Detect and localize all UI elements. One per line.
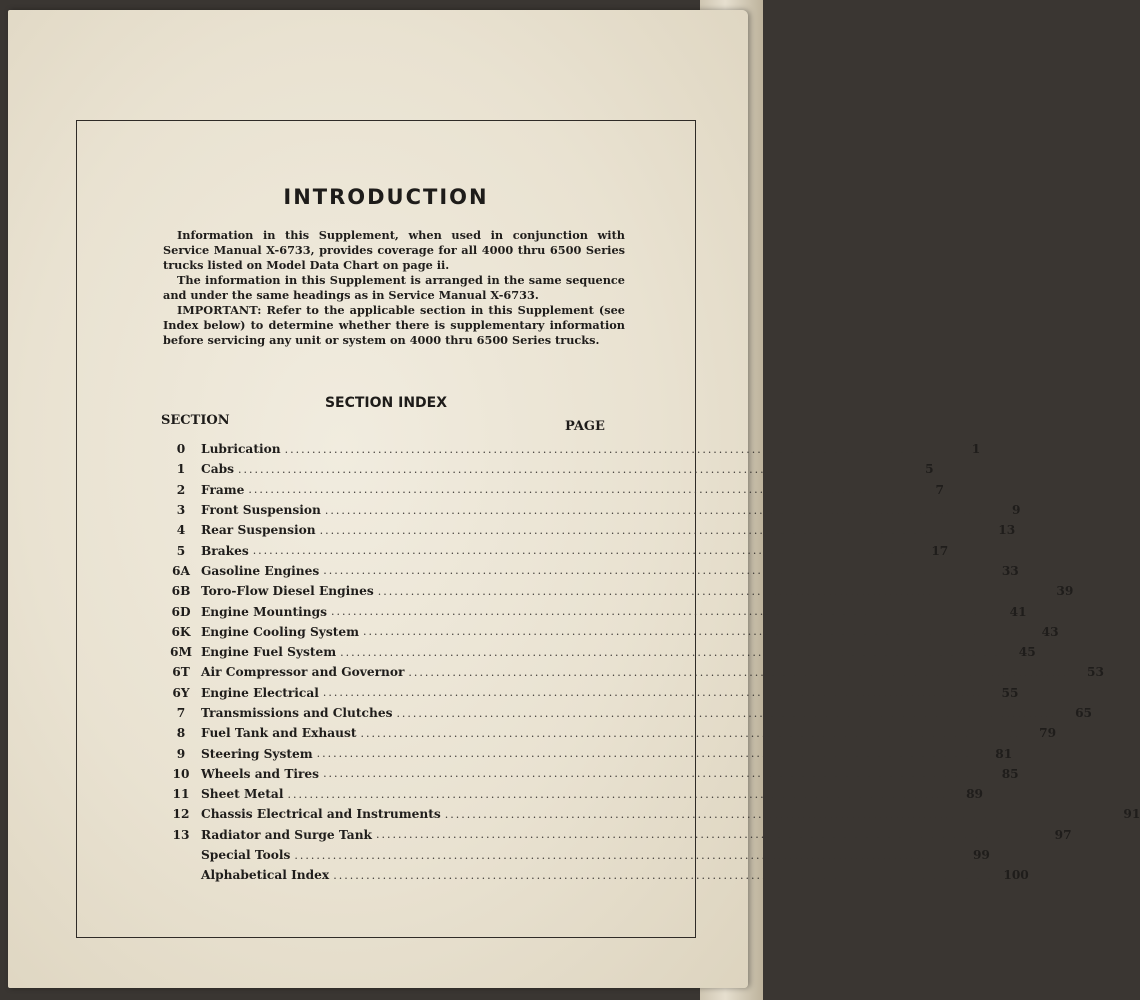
section-number: 7 bbox=[176, 706, 186, 720]
dot-leader: ........................................................................................................................ bbox=[248, 483, 908, 497]
section-name: Toro-Flow Diesel Engines bbox=[201, 584, 374, 599]
index-row bbox=[161, 581, 1074, 601]
section-name: Engine Electrical bbox=[201, 685, 319, 700]
section-page-number: 43 bbox=[1041, 624, 1059, 639]
section-name: Cabs bbox=[201, 462, 234, 477]
dot-leader: ........................................................................................................................ bbox=[237, 462, 898, 476]
index-row bbox=[161, 622, 1059, 642]
dot-leader: ........................................................................................................................ bbox=[408, 665, 1069, 679]
section-page-number: 97 bbox=[1054, 827, 1072, 842]
dot-leader: ........................................................................................................................ bbox=[363, 625, 1023, 639]
index-row bbox=[161, 459, 934, 479]
section-page-number: 17 bbox=[931, 543, 949, 558]
dot-leader: ........................................................................................................................ bbox=[333, 868, 993, 882]
section-name: Transmissions and Clutches bbox=[201, 706, 393, 720]
dot-leader: ........................................................................................................................ bbox=[340, 645, 1000, 659]
dot-leader: ........................................................................................................................ bbox=[376, 828, 1036, 842]
index-row bbox=[161, 540, 949, 560]
section-number: 6M bbox=[170, 645, 192, 660]
index-row bbox=[161, 703, 1093, 723]
section-name: Frame bbox=[201, 482, 245, 497]
index-row bbox=[161, 845, 990, 865]
dot-leader: ........................................................................................................................ bbox=[377, 584, 1038, 598]
dot-leader: ........................................................................................................................ bbox=[331, 605, 991, 619]
page-title: INTRODUCTION bbox=[283, 185, 489, 209]
section-page-number: 33 bbox=[1001, 563, 1019, 578]
page-column-header: PAGE bbox=[565, 419, 605, 434]
section-page-number: 55 bbox=[1001, 685, 1019, 700]
index-row bbox=[161, 480, 944, 500]
content-frame bbox=[76, 120, 1140, 938]
section-number: 1 bbox=[176, 462, 186, 477]
section-name: Brakes bbox=[201, 543, 249, 558]
intro-paragraph: Information in this Supplement, when used in conjunction with Service Manual X-6733, provides coverage for all 4000 thru 6500 Series trucks listed on Model Data Chart on page ii. bbox=[163, 228, 625, 272]
section-index-list bbox=[161, 439, 1140, 886]
index-row bbox=[161, 723, 1057, 743]
index-row bbox=[161, 520, 1016, 540]
section-name: Fuel Tank and Exhaust bbox=[201, 726, 357, 741]
index-row bbox=[161, 642, 1036, 662]
section-number: 0 bbox=[176, 442, 186, 457]
section-page-number: 39 bbox=[1056, 584, 1074, 599]
index-row bbox=[161, 601, 1027, 621]
section-page-number: 5 bbox=[925, 462, 934, 477]
section-page-number: 41 bbox=[1009, 604, 1027, 619]
section-number: 3 bbox=[176, 503, 186, 518]
section-name: Steering System bbox=[201, 746, 313, 761]
section-name: Chassis Electrical and Instruments bbox=[201, 807, 441, 822]
dot-leader: ........................................................................................................................ bbox=[396, 706, 1057, 720]
section-page-number: 1 bbox=[971, 442, 981, 457]
section-page-number: 99 bbox=[972, 848, 990, 863]
index-row bbox=[161, 500, 1021, 520]
section-name: Front Suspension bbox=[201, 503, 321, 518]
section-name: Air Compressor and Governor bbox=[201, 665, 405, 680]
index-row bbox=[161, 804, 1140, 824]
section-page-number: 9 bbox=[1011, 503, 1021, 518]
dot-leader: ........................................................................................................................ bbox=[252, 544, 913, 558]
section-number: 12 bbox=[172, 807, 190, 822]
section-name: Rear Suspension bbox=[201, 523, 316, 538]
index-row bbox=[161, 764, 1019, 784]
index-row bbox=[161, 865, 1029, 885]
section-column-header: SECTION bbox=[161, 413, 230, 428]
index-row bbox=[161, 683, 1019, 703]
section-number: 13 bbox=[172, 827, 190, 842]
dot-leader: ........................................................................................................................ bbox=[324, 503, 985, 517]
section-number: 10 bbox=[172, 766, 190, 781]
section-name: Alphabetical Index bbox=[201, 868, 330, 883]
index-row bbox=[161, 439, 981, 459]
section-number: 6D bbox=[171, 604, 191, 619]
section-number: 4 bbox=[176, 523, 186, 538]
dot-leader: ........................................................................................................................ bbox=[287, 787, 948, 801]
section-number: 6A bbox=[172, 563, 190, 578]
index-row bbox=[161, 825, 1072, 845]
section-page-number: 85 bbox=[1001, 766, 1019, 781]
intro-paragraph: IMPORTANT: Refer to the applicable section in this Supplement (see Index below) to determine whether there is supplementary information before servicing any unit or system on 4000 thru 6500 Series trucks. bbox=[163, 303, 625, 347]
dot-leader: ........................................................................................................................ bbox=[316, 747, 977, 761]
section-index-title: SECTION INDEX bbox=[324, 395, 448, 411]
section-number: 2 bbox=[176, 482, 186, 497]
section-number: 6T bbox=[172, 665, 190, 680]
section-name: Engine Mountings bbox=[201, 604, 328, 619]
section-number: 8 bbox=[176, 726, 186, 741]
section-page-number: 81 bbox=[995, 746, 1013, 761]
document-page bbox=[8, 10, 1140, 988]
index-row bbox=[161, 561, 1019, 581]
section-page-number: 79 bbox=[1039, 726, 1057, 741]
section-name: Special Tools bbox=[201, 848, 291, 863]
section-page-number: 7 bbox=[935, 482, 944, 497]
section-page-number: 13 bbox=[998, 523, 1016, 538]
section-number: 6K bbox=[171, 624, 191, 639]
dot-leader: ........................................................................................................................ bbox=[360, 726, 1021, 740]
section-name: Lubrication bbox=[201, 442, 281, 457]
section-page-number: 45 bbox=[1018, 645, 1036, 660]
section-number: 6Y bbox=[172, 685, 190, 700]
section-page-number: 53 bbox=[1087, 665, 1105, 680]
dot-leader: ........................................................................................................................ bbox=[294, 848, 954, 862]
intro-paragraph: The information in this Supplement is arranged in the same sequence and under the same headings as in Service Manual X-6733. bbox=[163, 273, 625, 302]
index-row bbox=[161, 743, 1013, 763]
section-number: 11 bbox=[172, 787, 190, 802]
dot-leader: ........................................................................................................................ bbox=[323, 767, 983, 781]
section-page-number: 89 bbox=[966, 787, 984, 802]
section-page-number: 91 bbox=[1123, 807, 1140, 822]
section-number: 5 bbox=[176, 543, 186, 558]
dot-leader: ........................................................................................................................ bbox=[322, 686, 983, 700]
section-page-number: 65 bbox=[1075, 706, 1093, 720]
dot-leader: ........................................................................................................................ bbox=[319, 523, 980, 537]
intro-text bbox=[163, 228, 625, 348]
section-name: Gasoline Engines bbox=[201, 563, 320, 578]
section-name: Engine Cooling System bbox=[201, 624, 360, 639]
section-name: Wheels and Tires bbox=[201, 766, 320, 781]
index-row bbox=[161, 784, 984, 804]
dot-leader: ........................................................................................................................ bbox=[284, 442, 945, 456]
section-name: Radiator and Surge Tank bbox=[201, 827, 373, 842]
section-page-number: 100 bbox=[1003, 868, 1029, 883]
dot-leader: ........................................................................................................................ bbox=[444, 807, 1105, 821]
section-name: Engine Fuel System bbox=[201, 645, 337, 660]
section-number: 9 bbox=[176, 746, 186, 761]
index-row bbox=[161, 662, 1105, 682]
section-name: Sheet Metal bbox=[201, 787, 284, 802]
section-number: 6B bbox=[171, 584, 191, 599]
dot-leader: ........................................................................................................................ bbox=[323, 564, 983, 578]
